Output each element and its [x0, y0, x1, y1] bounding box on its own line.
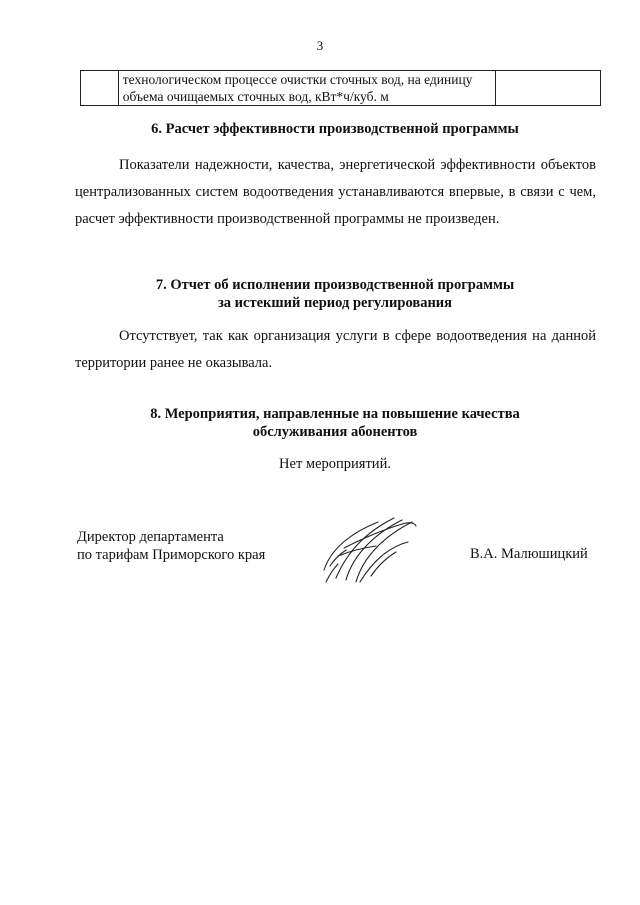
section-8-heading-line-1: 8. Мероприятия, направленные на повышение качества — [150, 406, 520, 422]
signatory-position — [77, 528, 265, 564]
signatory-position-line-2: по тарифам Приморского края — [77, 547, 266, 563]
indicator-table-fragment — [80, 70, 601, 106]
section-7-heading-line-1: 7. Отчет об исполнении производственной программы — [155, 277, 515, 293]
table-text-line-2: объема очищаемых сточных вод, кВт*ч/куб. м — [122, 89, 389, 104]
section-8-heading-line-2: обслуживания абонентов — [252, 424, 418, 440]
section-6-paragraph: Показатели надежности, качества, энергетической эффективности объектов централизованных систем водоотведения устанавливаются впервые, в связи с чем, расчет эффективности производственной программы не произведен. — [75, 157, 596, 227]
table-cell-value — [496, 71, 601, 106]
section-7-heading — [60, 276, 610, 312]
table-row — [81, 71, 601, 106]
signatory-name: В.А. Малюшицкий — [470, 546, 588, 562]
signatory-position-line-1: Директор департамента — [77, 529, 224, 545]
table-text-line-1: технологическом процессе очистки сточных вод, на единицу — [122, 72, 473, 87]
table-cell-index — [81, 71, 119, 106]
section-8-heading — [60, 405, 610, 441]
table-cell-description — [118, 71, 495, 106]
section-8-text: Нет мероприятий. — [279, 456, 391, 472]
page-number: 3 — [316, 38, 324, 53]
section-7-paragraph: Отсутствует, так как организация услуги в сфере водоотведения на данной территории ранее не оказывала. — [75, 328, 596, 371]
section-6-heading: 6. Расчет эффективности производственной программы — [151, 121, 519, 137]
handwritten-signature-icon — [316, 508, 426, 588]
section-7-heading-line-2: за истекший период регулирования — [217, 295, 453, 311]
